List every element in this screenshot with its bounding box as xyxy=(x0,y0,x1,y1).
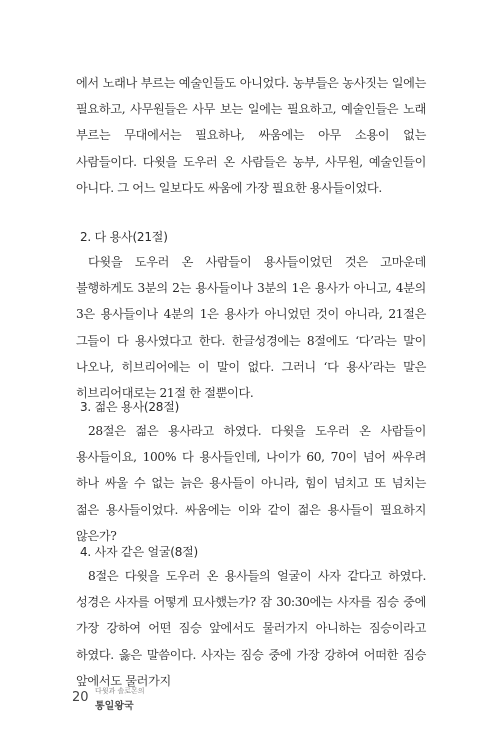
section-heading-3: 4. 사자 같은 얼굴(8절) xyxy=(80,545,199,559)
book-title: 통일왕국 xyxy=(95,701,134,712)
book-subtitle: 다윗과 솔로몬의 xyxy=(95,687,145,695)
page-number: 20 xyxy=(72,690,89,705)
intro-text: 에서 노래나 부르는 예술인들도 아니었다. 농부들은 농사짓는 일에는 필요하고, 사무원들은 사무 보는 일에는 필요하고, 예술인들은 노래 부르는 무대에서는 필요하나, 싸움에는 아무 소용이 없는 사람들이다. 다윗을 도우러 온 사람들은 농부, 사무원, 예술인들이 아니다. 그 어느 일보다도 싸움에 가장 필요한 용사들이었다. xyxy=(76,76,426,195)
section-text-1: 다윗을 도우러 온 사람들이 용사들이었던 것은 고마운데 불행하게도 3분의 2는 용사들이나 3분의 1은 용사가 아니고, 4분의 3은 용사들이나 4분의 1은 용사가 아니었던 것이 아니라, 21절은 그들이 다 용사였다고 한다. 한글성경에는 8절에도 ‘다’라는 말이 나오나, 히브리어에는 이 말이 없다. 그러니 ‘다 용사’라는 말은 히브리어대로는 21절 한 절뿐이다. xyxy=(76,255,426,401)
section-heading-1: 2. 다 용사(21절) xyxy=(80,230,168,244)
section-text-2: 28절은 젊은 용사라고 하였다. 다윗을 도우러 온 사람들이 용사들이요, 100% 다 용사들인데, 나이가 60, 70이 넘어 싸우려 하나 싸울 수 없는 늙은 용사들이 아니라, 힘이 넘치고 또 넘치는 젊은 용사들이었다. 싸움에는 이와 같이 젊은 용사들이 필요하지 않은가? xyxy=(76,424,426,543)
section-body-3 xyxy=(76,563,426,694)
section-text-3: 8절은 다윗을 도우러 온 용사들의 얼굴이 사자 같다고 하였다. 성경은 사자를 어떻게 묘사했는가? 잠 30:30에는 사자를 짐승 중에 가장 강하여 어떤 짐승 앞에서도 물러가지 아니하는 짐승이라고 하였다. 옳은 말씀이다. 사자는 짐승 중에 가장 강하여 어떠한 짐승 앞에서도 물러가지 xyxy=(76,569,426,688)
intro-paragraph xyxy=(76,70,426,201)
section-body-2 xyxy=(76,418,426,549)
section-heading-2: 3. 젊은 용사(28절) xyxy=(80,400,180,414)
section-body-1 xyxy=(76,249,426,406)
